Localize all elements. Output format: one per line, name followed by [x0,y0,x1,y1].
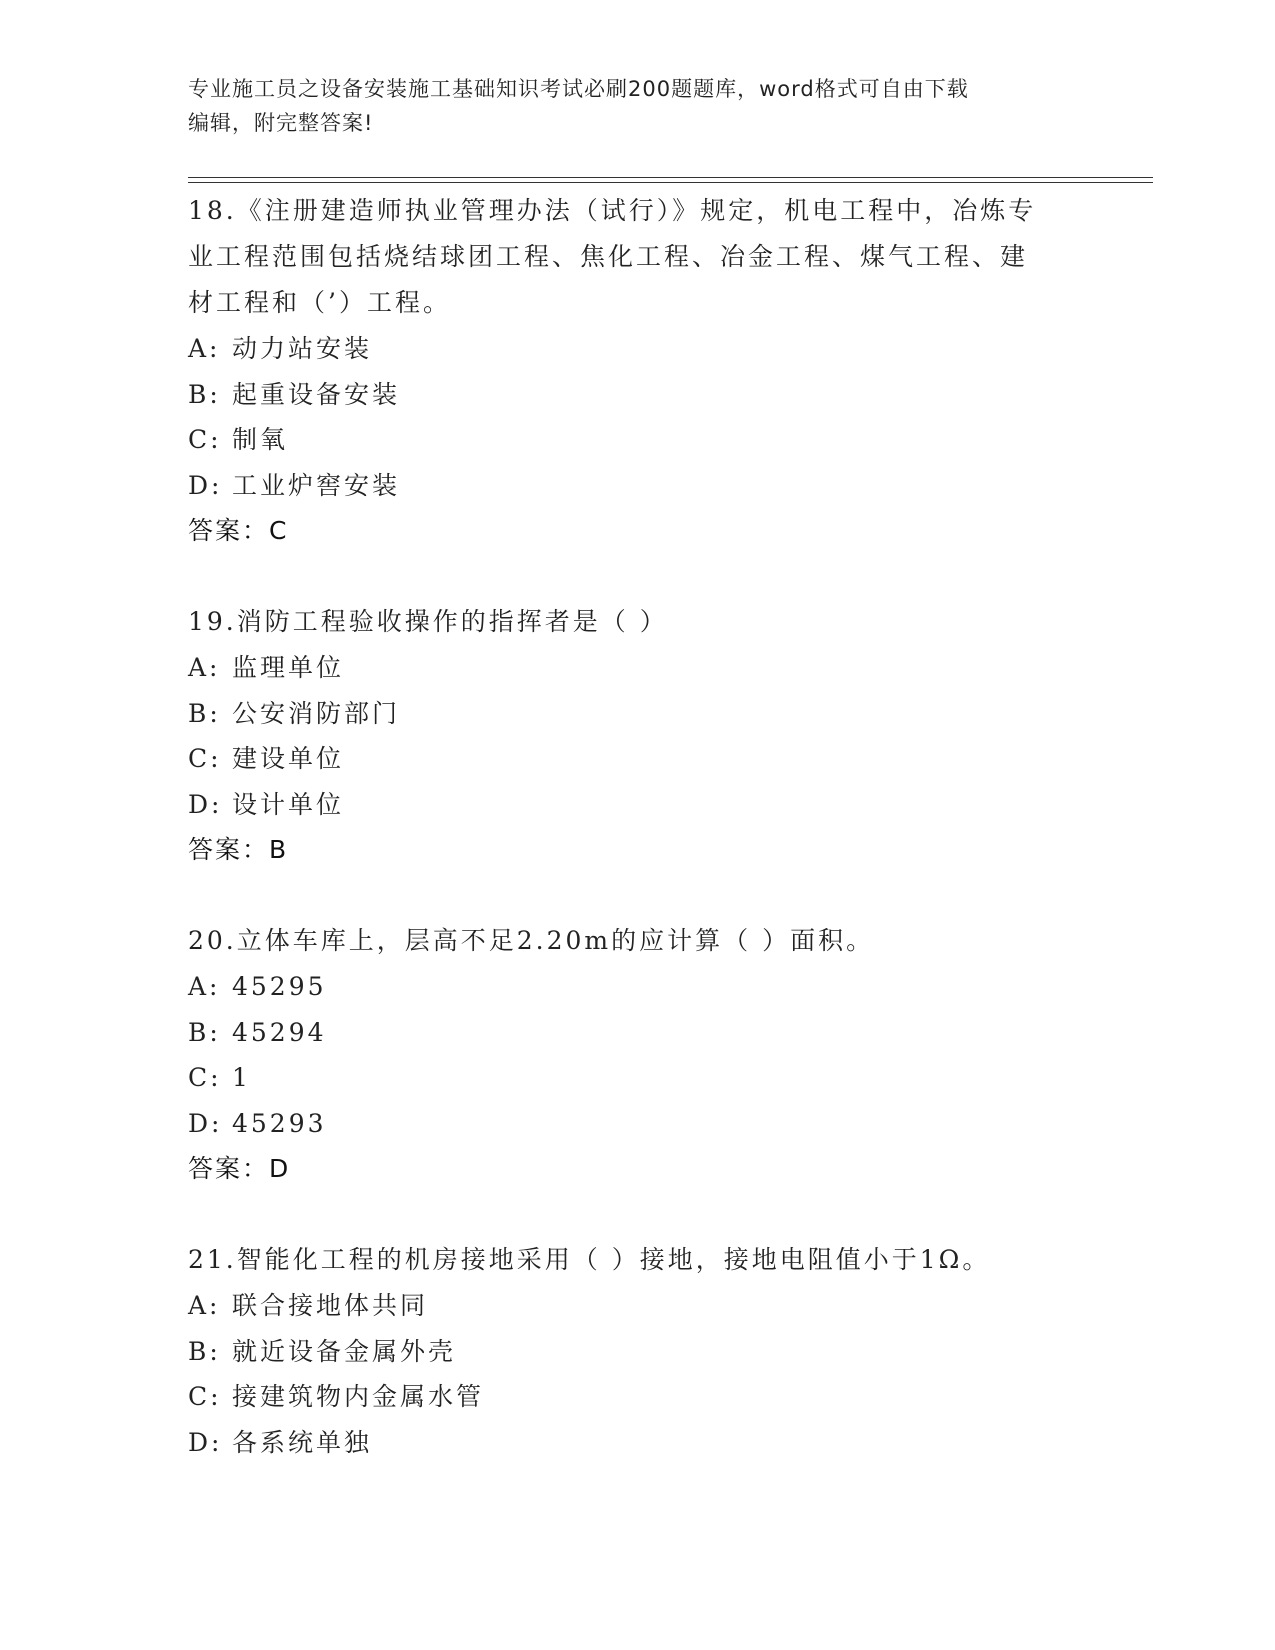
question-20 [188,918,1088,1192]
header-divider-bottom [188,182,1153,183]
option-letter: B: [188,379,221,409]
option-text: 监理单位 [232,653,345,682]
option-text: 设计单位 [232,789,345,819]
option-text: 各系统单独 [232,1427,373,1457]
option-text: 接建筑物内金属水管 [232,1382,485,1411]
question-text-line: 19.消防工程验收操作的指挥者是（ ） [188,607,668,636]
document-header [188,72,1088,140]
question-text-line: 18.《注册建造师执业管理办法（试行）》规定，机电工程中，冶炼专 [188,196,1037,225]
option-c [188,736,1088,782]
option-a [188,645,1088,691]
option-letter: C: [188,1382,222,1411]
option-d [188,1420,1088,1466]
option-a [188,964,1088,1010]
question-list [188,188,1088,1465]
option-b [188,1329,1088,1375]
option-c [188,1055,1088,1101]
option-text: 建设单位 [232,744,345,773]
option-text: 联合接地体共同 [232,1291,429,1320]
option-letter: C: [188,744,222,773]
answer-line: 答案：D [188,1154,291,1183]
option-text: 动力站安装 [232,334,373,363]
option-text: 工业炉窖安装 [232,470,401,500]
question-text-line: 业工程范围包括烧结球团工程、焦化工程、冶金工程、煤气工程、建 [188,242,1029,271]
option-letter: C: [188,425,222,454]
option-b [188,1010,1088,1056]
option-a [188,326,1088,372]
option-c [188,1374,1088,1420]
option-letter: B: [188,1017,221,1047]
option-letter: A: [188,972,221,1001]
option-d [188,463,1088,509]
option-text: 45294 [232,1017,327,1047]
option-letter: D: [188,1108,223,1138]
answer-line: 答案：C [188,516,289,545]
option-d [188,782,1088,828]
question-text-line: 20.立体车库上，层高不足2.20m的应计算（ ）面积。 [188,926,875,955]
answer-line: 答案：B [188,835,289,864]
option-text: 公安消防部门 [232,698,401,728]
header-divider-top [188,177,1153,178]
option-text: 45295 [232,972,327,1001]
option-letter: C: [188,1063,222,1092]
option-d [188,1101,1088,1147]
option-text: 45293 [232,1108,327,1138]
question-spacer [188,873,1088,918]
option-text: 1 [232,1063,251,1092]
question-spacer [188,1192,1088,1237]
option-letter: B: [188,1336,221,1366]
option-letter: D: [188,470,223,500]
question-19 [188,599,1088,873]
option-letter: A: [188,1291,221,1320]
header-line-1: 专业施工员之设备安装施工基础知识考试必刷200题题库，word格式可自由下载 [188,77,969,101]
option-c [188,417,1088,463]
question-text-line: 21.智能化工程的机房接地采用（ ）接地，接地电阻值小于1Ω。 [188,1245,991,1274]
option-a [188,1283,1088,1329]
option-text: 制氧 [232,425,289,454]
question-21 [188,1237,1088,1465]
option-letter: D: [188,789,223,819]
option-b [188,691,1088,737]
option-letter: D: [188,1427,223,1457]
option-letter: B: [188,698,221,728]
option-text: 起重设备安装 [232,379,401,409]
question-18 [188,188,1088,554]
option-letter: A: [188,334,221,363]
header-line-2: 编辑，附完整答案! [188,111,374,135]
question-text-line: 材工程和（’）工程。 [188,288,451,317]
option-b [188,372,1088,418]
option-letter: A: [188,653,221,682]
question-spacer [188,554,1088,599]
option-text: 就近设备金属外壳 [232,1336,457,1366]
